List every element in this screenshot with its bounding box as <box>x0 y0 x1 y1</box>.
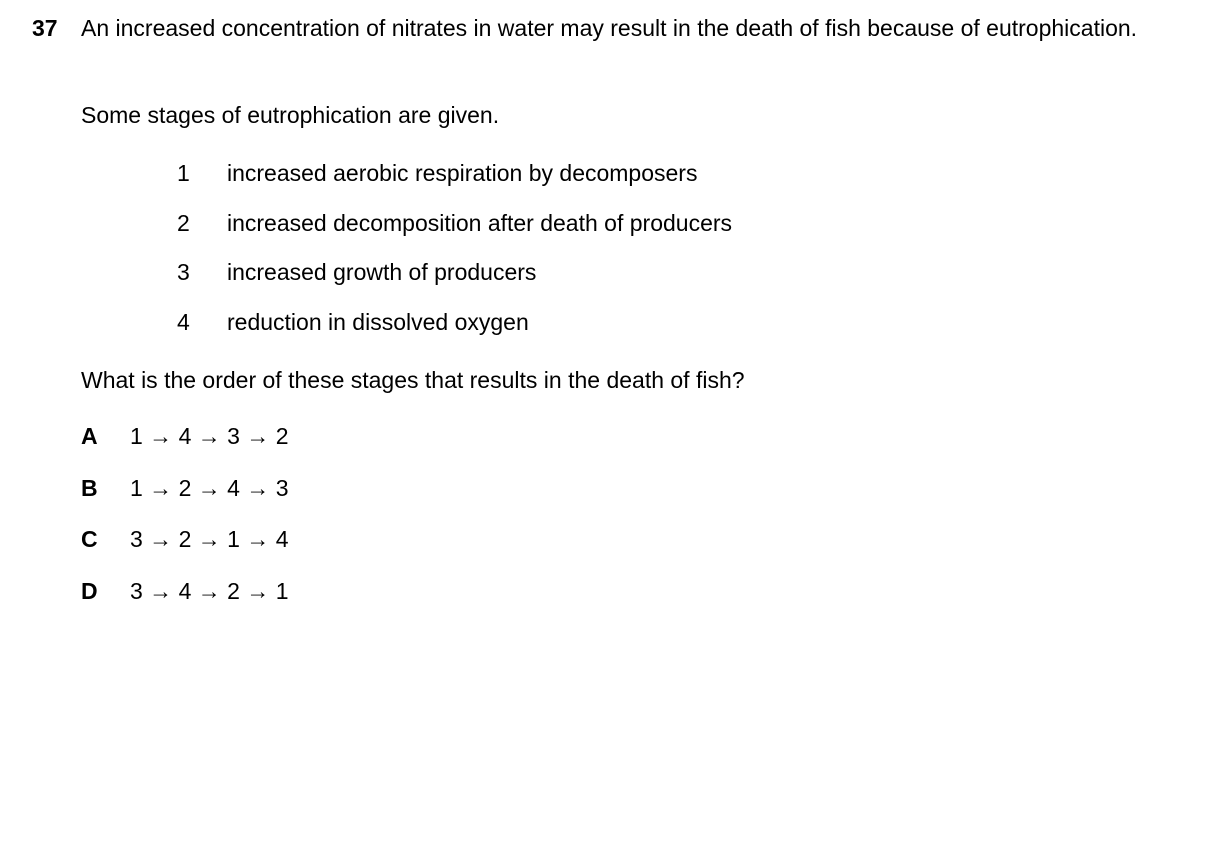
option-sequence: 3 → 4 → 2 → 1 <box>130 578 289 604</box>
stage-text: increased aerobic respiration by decomposers <box>227 160 698 186</box>
stage-number: 4 <box>177 309 190 335</box>
stage-number: 3 <box>177 259 190 285</box>
option-sequence: 3 → 2 → 1 → 4 <box>130 526 289 552</box>
question-number: 37 <box>32 15 58 41</box>
stages-intro: Some stages of eutrophication are given. <box>81 102 500 128</box>
question-prompt: What is the order of these stages that results in the death of fish? <box>81 367 745 393</box>
stage-text: reduction in dissolved oxygen <box>227 309 529 335</box>
stage-number: 1 <box>177 160 190 186</box>
stage-text: increased decomposition after death of producers <box>227 210 733 236</box>
option-letter: B <box>81 475 98 501</box>
stage-text: increased growth of producers <box>227 259 537 285</box>
option-sequence: 1 → 2 → 4 → 3 <box>130 475 289 501</box>
option-letter: C <box>81 526 98 552</box>
question-stem: An increased concentration of nitrates in water may result in the death of fish because of eutrophication. <box>81 15 1138 41</box>
option-letter: A <box>81 423 98 449</box>
option-letter: D <box>81 578 98 604</box>
stage-number: 2 <box>177 210 190 236</box>
option-sequence: 1 → 4 → 3 → 2 <box>130 423 289 449</box>
